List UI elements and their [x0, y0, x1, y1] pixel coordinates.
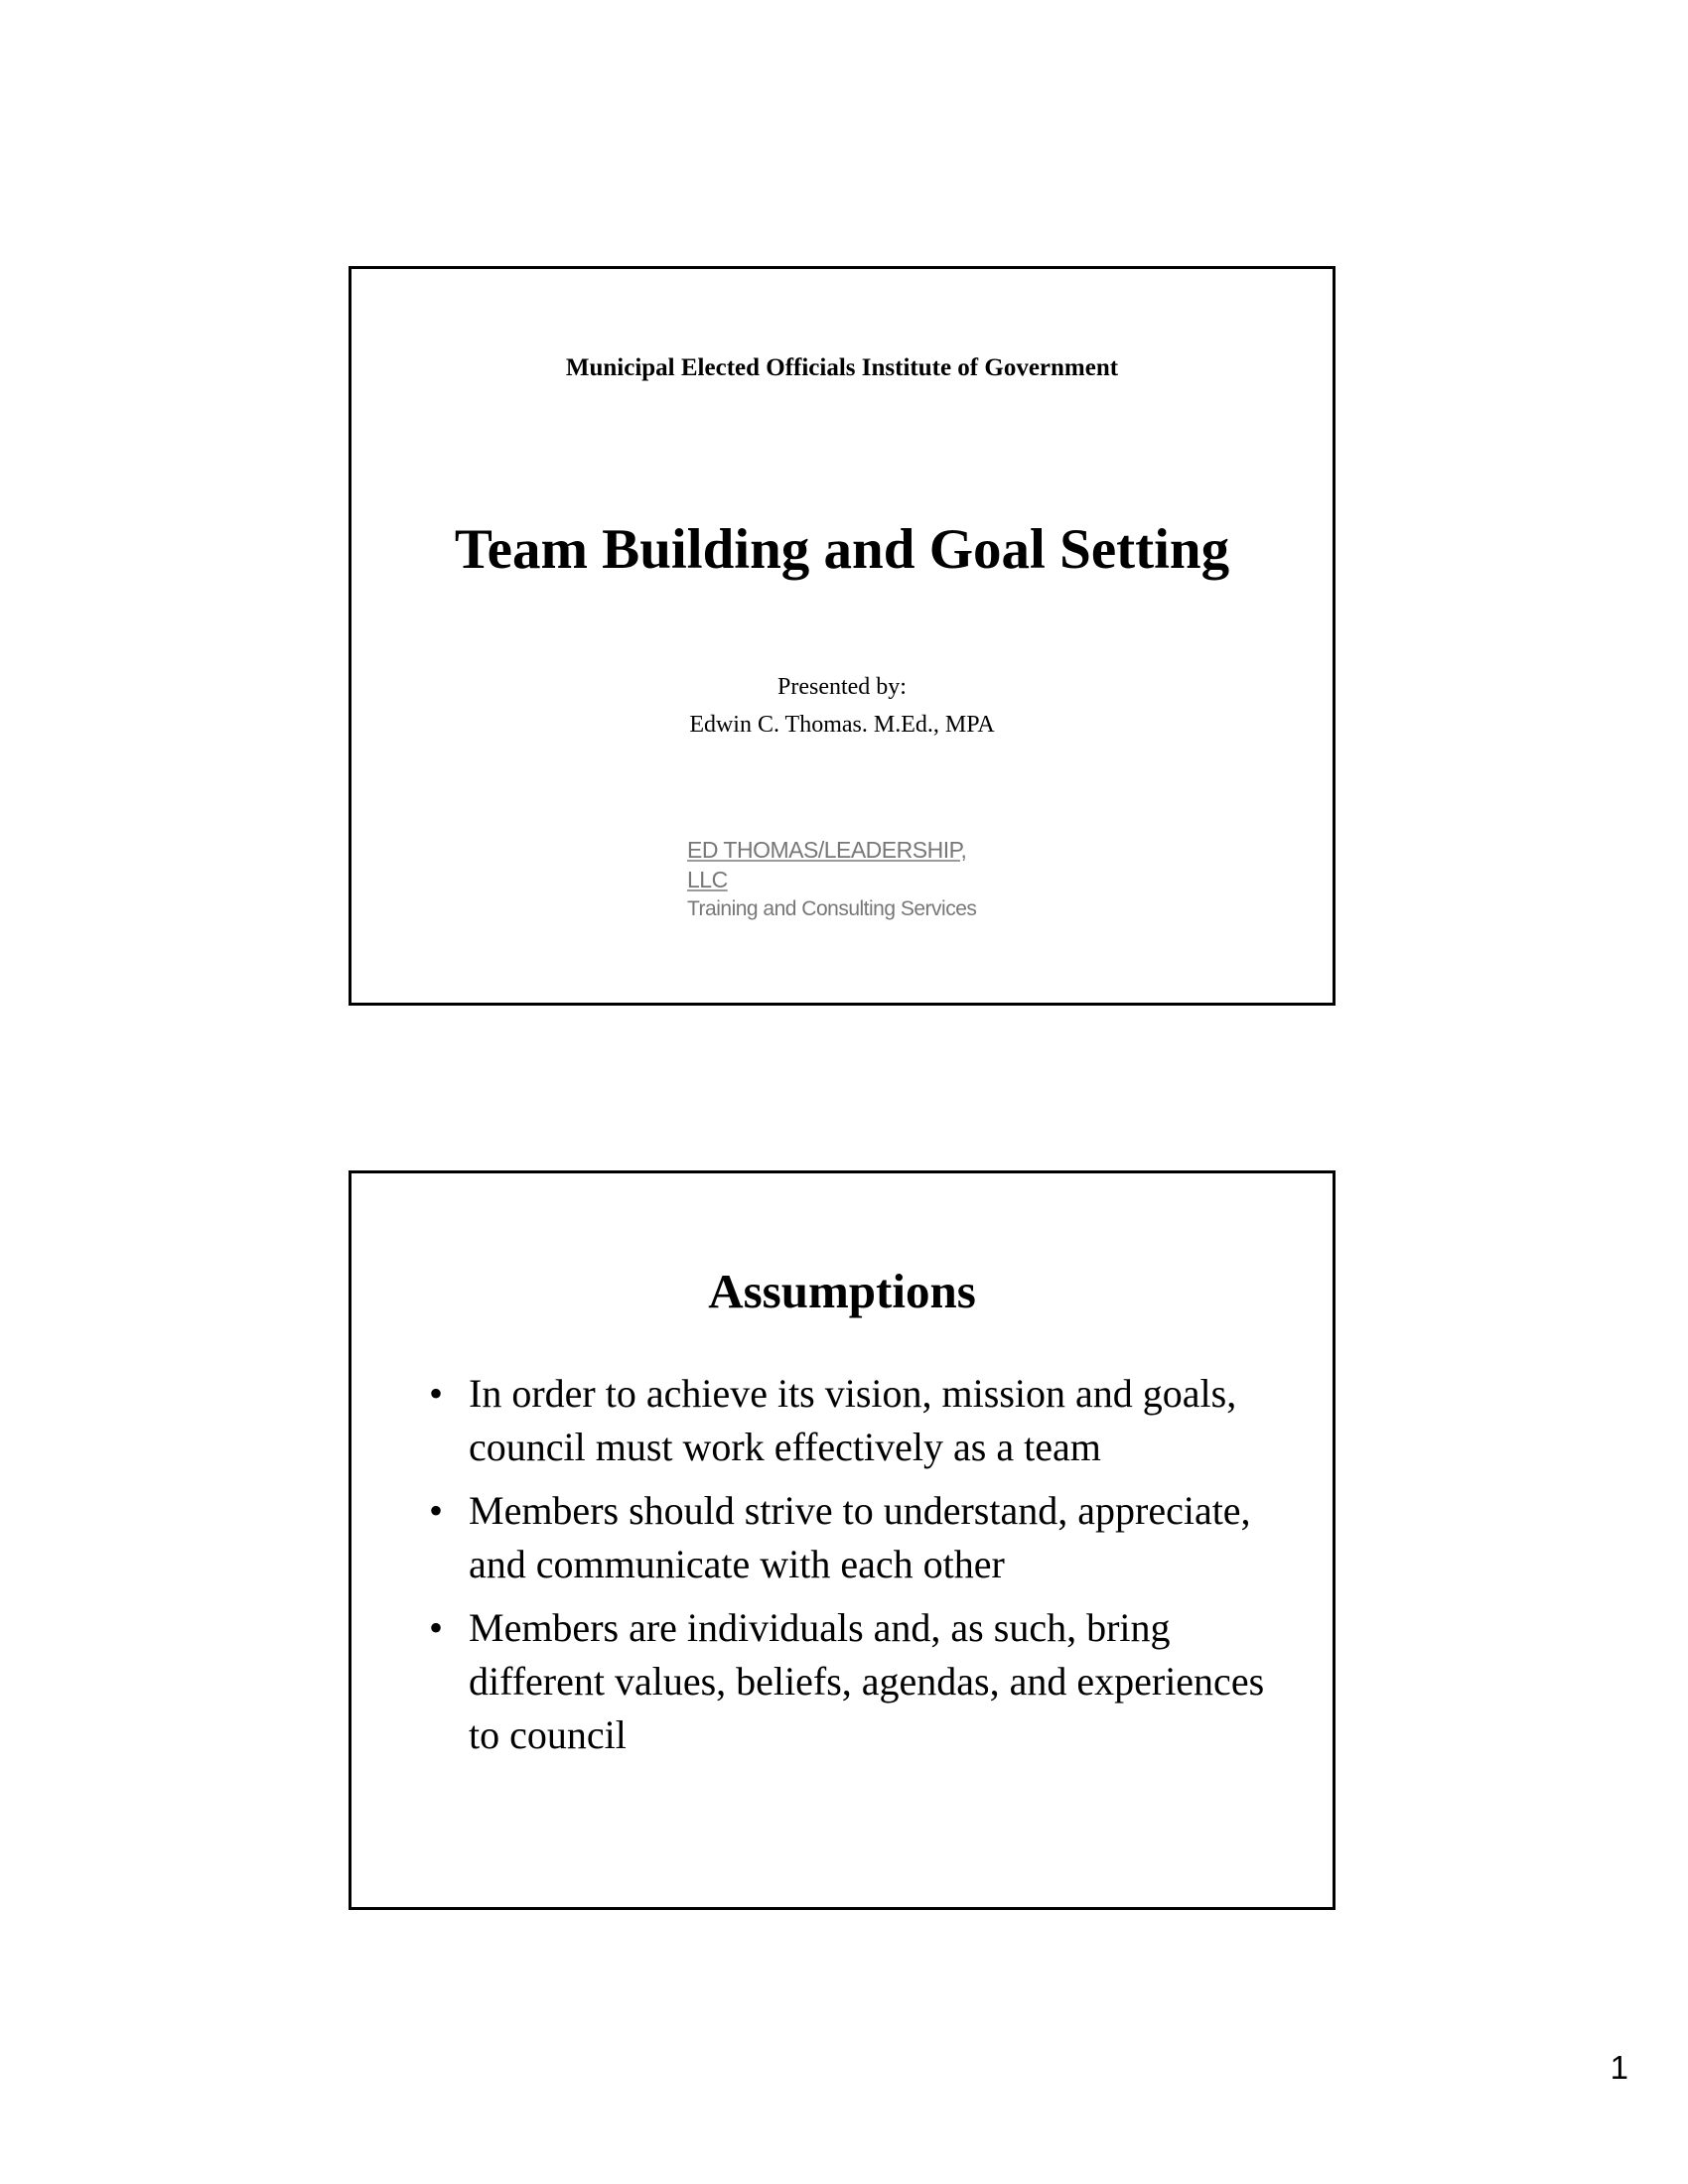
institute-name: Municipal Elected Officials Institute of Government: [565, 354, 1119, 381]
bullet-list: [429, 1367, 1303, 1772]
list-item-text: Members are individuals and, as such, bring different values, beliefs, agendas, and experiences to council: [469, 1605, 1265, 1757]
slide-title: Assumptions: [708, 1264, 976, 1318]
bullet-icon: •: [429, 1605, 444, 1650]
slide-1: [349, 266, 1336, 1006]
list-item: [429, 1601, 1303, 1762]
list-item: [429, 1484, 1303, 1591]
list-item: [429, 1367, 1303, 1474]
slide-2: [349, 1170, 1336, 1910]
list-item-text: In order to achieve its vision, mission and goals, council must work effectively as a team: [469, 1371, 1237, 1469]
list-item-text: Members should strive to understand, appreciate, and communicate with each other: [469, 1488, 1251, 1586]
presenter-name: Edwin C. Thomas. M.Ed., MPA: [689, 712, 995, 738]
slide-title: Team Building and Goal Setting: [454, 518, 1230, 581]
bullet-icon: •: [429, 1371, 444, 1416]
page-number: 1: [1610, 2049, 1628, 2086]
company-logo: [687, 835, 1005, 924]
logo-company-name: ED THOMAS/LEADERSHIP, LLC: [687, 837, 967, 892]
presented-by-label: Presented by:: [777, 674, 907, 700]
bullet-icon: •: [429, 1488, 444, 1533]
logo-tagline: Training and Consulting Services: [687, 897, 977, 920]
